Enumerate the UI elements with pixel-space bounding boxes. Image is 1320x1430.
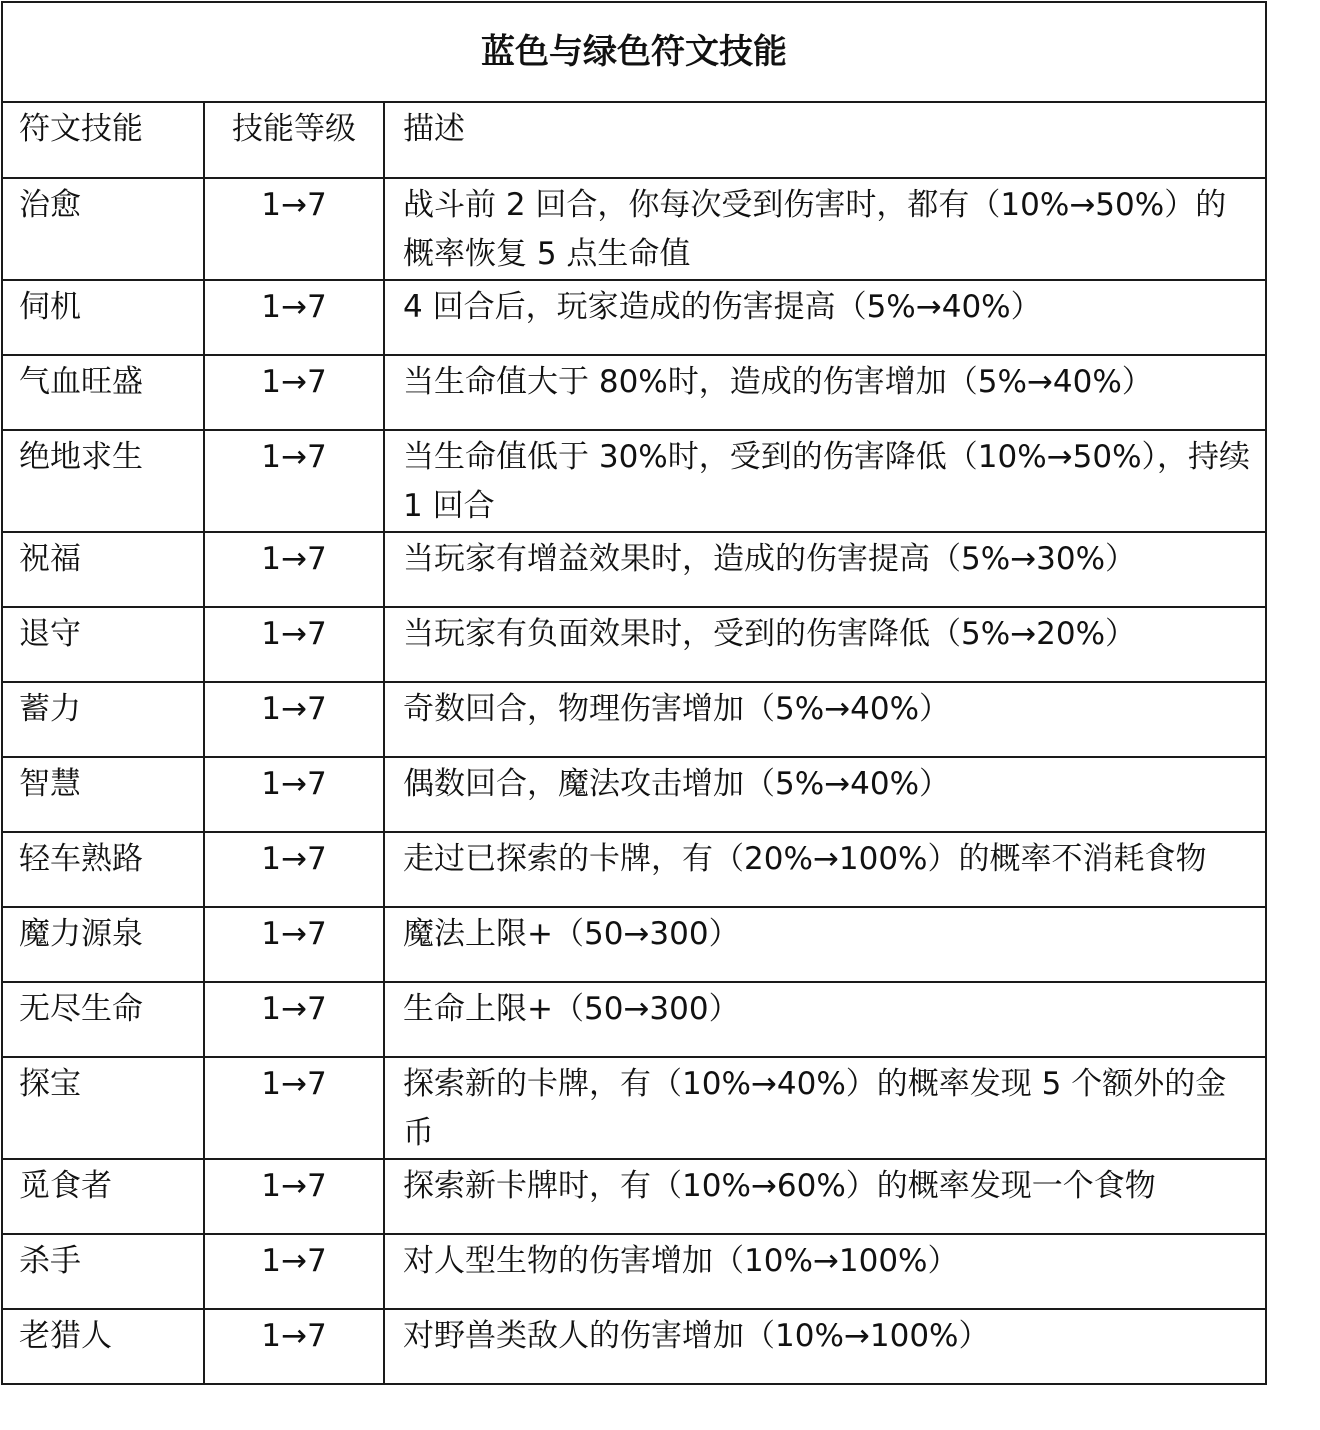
table-row [2, 178, 1266, 280]
rune-level-cell: 1→7 [204, 832, 384, 907]
table-row [2, 1159, 1266, 1234]
table-row [2, 532, 1266, 607]
table-header-row [2, 102, 1266, 178]
rune-level-cell: 1→7 [204, 532, 384, 607]
rune-name-cell: 治愈 [2, 178, 204, 280]
rune-description-cell: 战斗前 2 回合，你每次受到伤害时，都有（10%→50%）的概率恢复 5 点生命值 [384, 178, 1266, 280]
table-row [2, 832, 1266, 907]
rune-description-cell: 走过已探索的卡牌，有（20%→100%）的概率不消耗食物 [384, 832, 1266, 907]
rune-level-cell: 1→7 [204, 1234, 384, 1309]
table-row [2, 1234, 1266, 1309]
rune-name-cell: 觅食者 [2, 1159, 204, 1234]
rune-skills-table [1, 1, 1267, 1385]
rune-description-cell: 魔法上限+（50→300） [384, 907, 1266, 982]
table-row [2, 1057, 1266, 1159]
rune-description-cell: 4 回合后，玩家造成的伤害提高（5%→40%） [384, 280, 1266, 355]
table-row [2, 607, 1266, 682]
table-row [2, 682, 1266, 757]
rune-level-cell: 1→7 [204, 757, 384, 832]
table-row [2, 355, 1266, 430]
rune-name-cell: 智慧 [2, 757, 204, 832]
rune-name-cell: 退守 [2, 607, 204, 682]
rune-description-cell: 当生命值低于 30%时，受到的伤害降低（10%→50%），持续 1 回合 [384, 430, 1266, 532]
table-row [2, 280, 1266, 355]
rune-name-cell: 杀手 [2, 1234, 204, 1309]
rune-description-cell: 生命上限+（50→300） [384, 982, 1266, 1057]
rune-name-cell: 气血旺盛 [2, 355, 204, 430]
rune-level-cell: 1→7 [204, 355, 384, 430]
table-row [2, 757, 1266, 832]
rune-name-cell: 轻车熟路 [2, 832, 204, 907]
rune-level-cell: 1→7 [204, 178, 384, 280]
table-title-row [2, 2, 1266, 102]
rune-name-cell: 绝地求生 [2, 430, 204, 532]
header-rune-skill: 符文技能 [2, 102, 204, 178]
rune-level-cell: 1→7 [204, 280, 384, 355]
table-row [2, 430, 1266, 532]
rune-level-cell: 1→7 [204, 1309, 384, 1384]
header-skill-level: 技能等级 [204, 102, 384, 178]
rune-description-cell: 当玩家有增益效果时，造成的伤害提高（5%→30%） [384, 532, 1266, 607]
rune-description-cell: 探索新卡牌时，有（10%→60%）的概率发现一个食物 [384, 1159, 1266, 1234]
rune-description-cell: 探索新的卡牌，有（10%→40%）的概率发现 5 个额外的金币 [384, 1057, 1266, 1159]
header-description: 描述 [384, 102, 1266, 178]
rune-name-cell: 蓄力 [2, 682, 204, 757]
rune-description-cell: 当生命值大于 80%时，造成的伤害增加（5%→40%） [384, 355, 1266, 430]
table-row [2, 907, 1266, 982]
table-title: 蓝色与绿色符文技能 [2, 2, 1266, 102]
table-row [2, 1309, 1266, 1384]
rune-level-cell: 1→7 [204, 682, 384, 757]
rune-name-cell: 无尽生命 [2, 982, 204, 1057]
rune-level-cell: 1→7 [204, 1159, 384, 1234]
rune-description-cell: 偶数回合，魔法攻击增加（5%→40%） [384, 757, 1266, 832]
rune-name-cell: 魔力源泉 [2, 907, 204, 982]
rune-name-cell: 老猎人 [2, 1309, 204, 1384]
rune-name-cell: 探宝 [2, 1057, 204, 1159]
rune-level-cell: 1→7 [204, 907, 384, 982]
rune-description-cell: 奇数回合，物理伤害增加（5%→40%） [384, 682, 1266, 757]
table-row [2, 982, 1266, 1057]
rune-description-cell: 当玩家有负面效果时，受到的伤害降低（5%→20%） [384, 607, 1266, 682]
rune-description-cell: 对野兽类敌人的伤害增加（10%→100%） [384, 1309, 1266, 1384]
rune-level-cell: 1→7 [204, 1057, 384, 1159]
rune-name-cell: 伺机 [2, 280, 204, 355]
rune-name-cell: 祝福 [2, 532, 204, 607]
rune-level-cell: 1→7 [204, 607, 384, 682]
rune-level-cell: 1→7 [204, 982, 384, 1057]
rune-level-cell: 1→7 [204, 430, 384, 532]
rune-description-cell: 对人型生物的伤害增加（10%→100%） [384, 1234, 1266, 1309]
